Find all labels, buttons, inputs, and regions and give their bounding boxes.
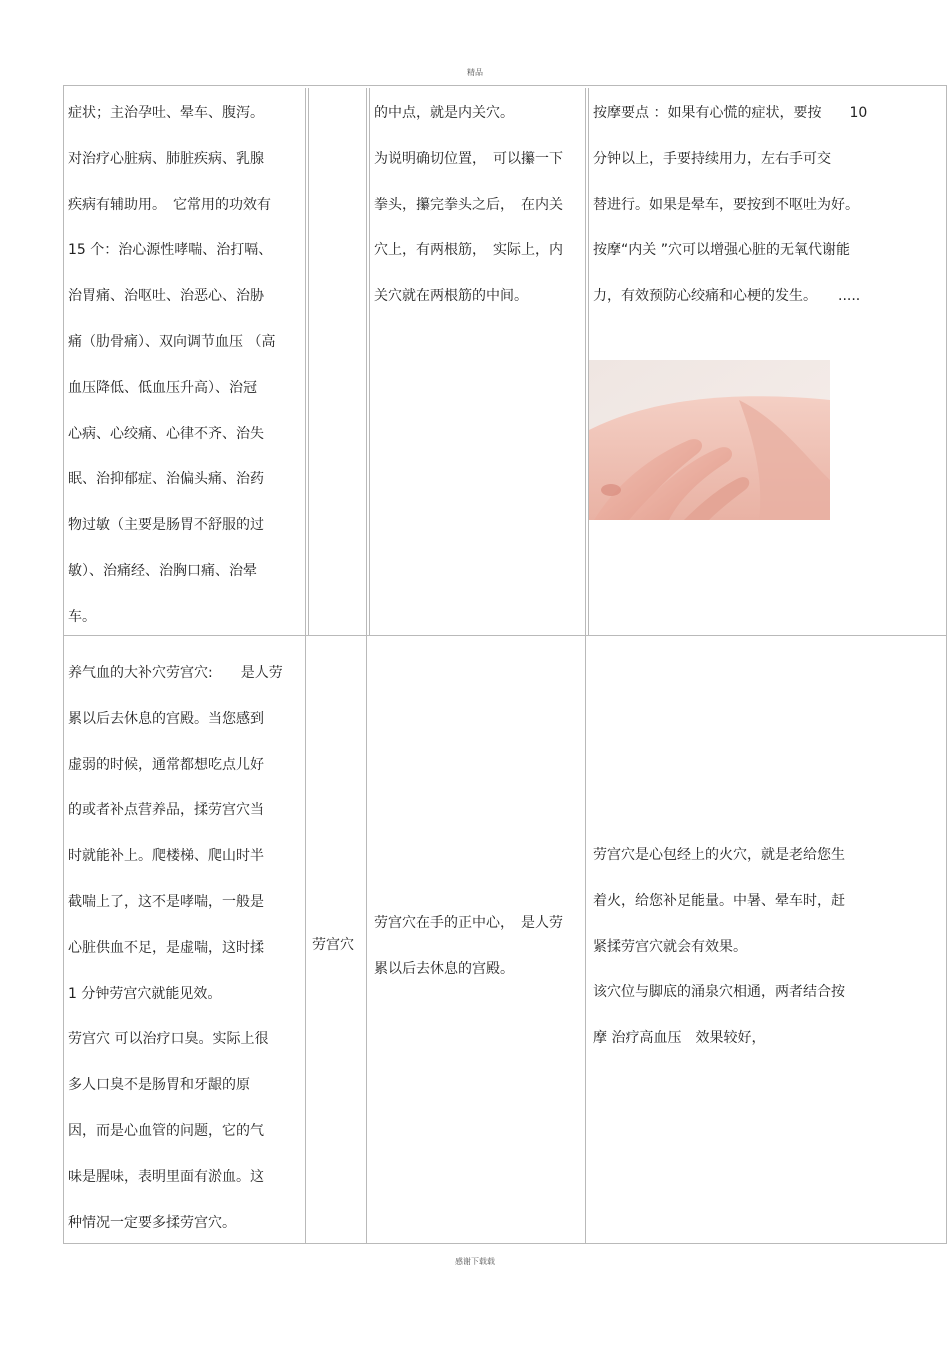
text-line: 因，而是心血管的问题，它的气 <box>68 1123 264 1139</box>
text-line: 味是腥味，表明里面有淤血。这 <box>68 1168 264 1185</box>
column-divider <box>369 88 370 635</box>
text-line: 劳宫穴是心包经上的火穴，就是老给您生 <box>593 847 845 863</box>
text-line: 劳宫穴 可以治疗口臭。实际上很 <box>68 1031 269 1048</box>
column-divider <box>366 88 367 1243</box>
column-divider <box>585 88 586 1243</box>
table-left-border <box>63 85 64 1244</box>
text-line: 的或者补点营养品，揉劳宫穴当 <box>68 802 264 819</box>
text-line: 车。 <box>68 608 96 625</box>
text-line: 种情况一定要多揉劳宫穴。 <box>68 1214 236 1231</box>
text-line: 心脏供血不足，是虚喘，这时揉 <box>68 939 264 956</box>
text-line: 养气血的大补穴劳宫穴: 是人劳 <box>68 665 283 681</box>
acupoint-name <box>312 934 364 954</box>
text-line: 按摩要点 ：如果有心慌的症状，要按 10 <box>593 105 868 121</box>
page-header: 精品 <box>467 68 483 77</box>
text-line: 对治疗心脏病、肺脏疾病、乳腺 <box>68 150 264 167</box>
text-line: 拳头，攥完拳头之后， 在内关 <box>374 196 563 213</box>
acupoint-name-label: 劳宫穴 <box>312 937 354 953</box>
text-line: 劳宫穴在手的正中心， 是人劳 <box>374 915 563 931</box>
text-line: 的中点，就是内关穴。 <box>374 105 514 121</box>
text-line: 物过敏（主要是肠胃不舒服的过 <box>68 517 264 534</box>
text-line: 穴上，有两根筋， 实际上，内 <box>374 242 563 259</box>
text-line: 痛（肋骨痛）、双向调节血压 （高 <box>68 334 276 350</box>
text-line: 摩 治疗高血压 效果较好， <box>593 1030 766 1047</box>
text-line: 为说明确切位置， 可以攥一下 <box>374 150 563 167</box>
text-line: 15 个：治心源性哮喘、治打嗝、 <box>68 242 273 259</box>
text-line: 疾病有辅助用。 它常用的功效有 <box>68 196 271 213</box>
text-line: 敏）、治痛经、治胸口痛、治晕 <box>68 563 257 579</box>
text-line: 紧揉劳宫穴就会有效果。 <box>593 938 747 955</box>
text-line: 该穴位与脚底的涌泉穴相通，两者结合按 <box>593 984 845 1001</box>
text-line: 关穴就在两根筋的中间。 <box>374 288 528 305</box>
wrist-massage-photo <box>589 360 830 520</box>
table-right-border <box>946 85 947 1244</box>
page-footer: 感谢下载载 <box>455 1257 495 1266</box>
text-line: 眠、治抑郁症、治偏头痛、治药 <box>68 471 264 488</box>
text-line: 血压降低、低血压升高）、治冠 <box>68 379 257 396</box>
text-line: 症状；主治孕吐、晕车、腹泻。 <box>68 105 264 121</box>
text-line: 力，有效预防心绞痛和心梗的发生。 ..... <box>593 288 861 305</box>
text-line: 心病、心绞痛、心律不齐、治失 <box>68 425 264 442</box>
text-line: 累以后去休息的宫殿。 <box>374 961 514 977</box>
text-line: 替进行。如果是晕车，要按到不呕吐为好。 <box>593 196 859 213</box>
table-bottom-border <box>63 1243 947 1244</box>
column-divider <box>305 88 306 1243</box>
text-line: 治胃痛、治呕吐、治恶心、治胁 <box>68 288 264 305</box>
row-divider <box>63 635 947 636</box>
column-divider <box>308 88 309 635</box>
text-line: 1 分钟劳宫穴就能见效。 <box>68 985 222 1002</box>
text-line: 虚弱的时候，通常都想吃点儿好 <box>68 756 264 773</box>
table-top-border <box>63 85 947 86</box>
text-line: 着火，给您补足能量。中暑、晕车时，赶 <box>593 892 845 909</box>
text-line: 多人口臭不是肠胃和牙龈的原 <box>68 1077 250 1094</box>
text-line: 累以后去休息的宫殿。当您感到 <box>68 710 264 727</box>
text-line: 截喘上了，这不是哮喘，一般是 <box>68 894 264 910</box>
text-line: 按摩“内关 ”穴可以增强心脏的无氧代谢能 <box>593 242 850 259</box>
text-line: 时就能补上。爬楼梯、爬山时半 <box>68 848 264 865</box>
text-line: 分钟以上，手要持续用力，左右手可交 <box>593 150 831 167</box>
